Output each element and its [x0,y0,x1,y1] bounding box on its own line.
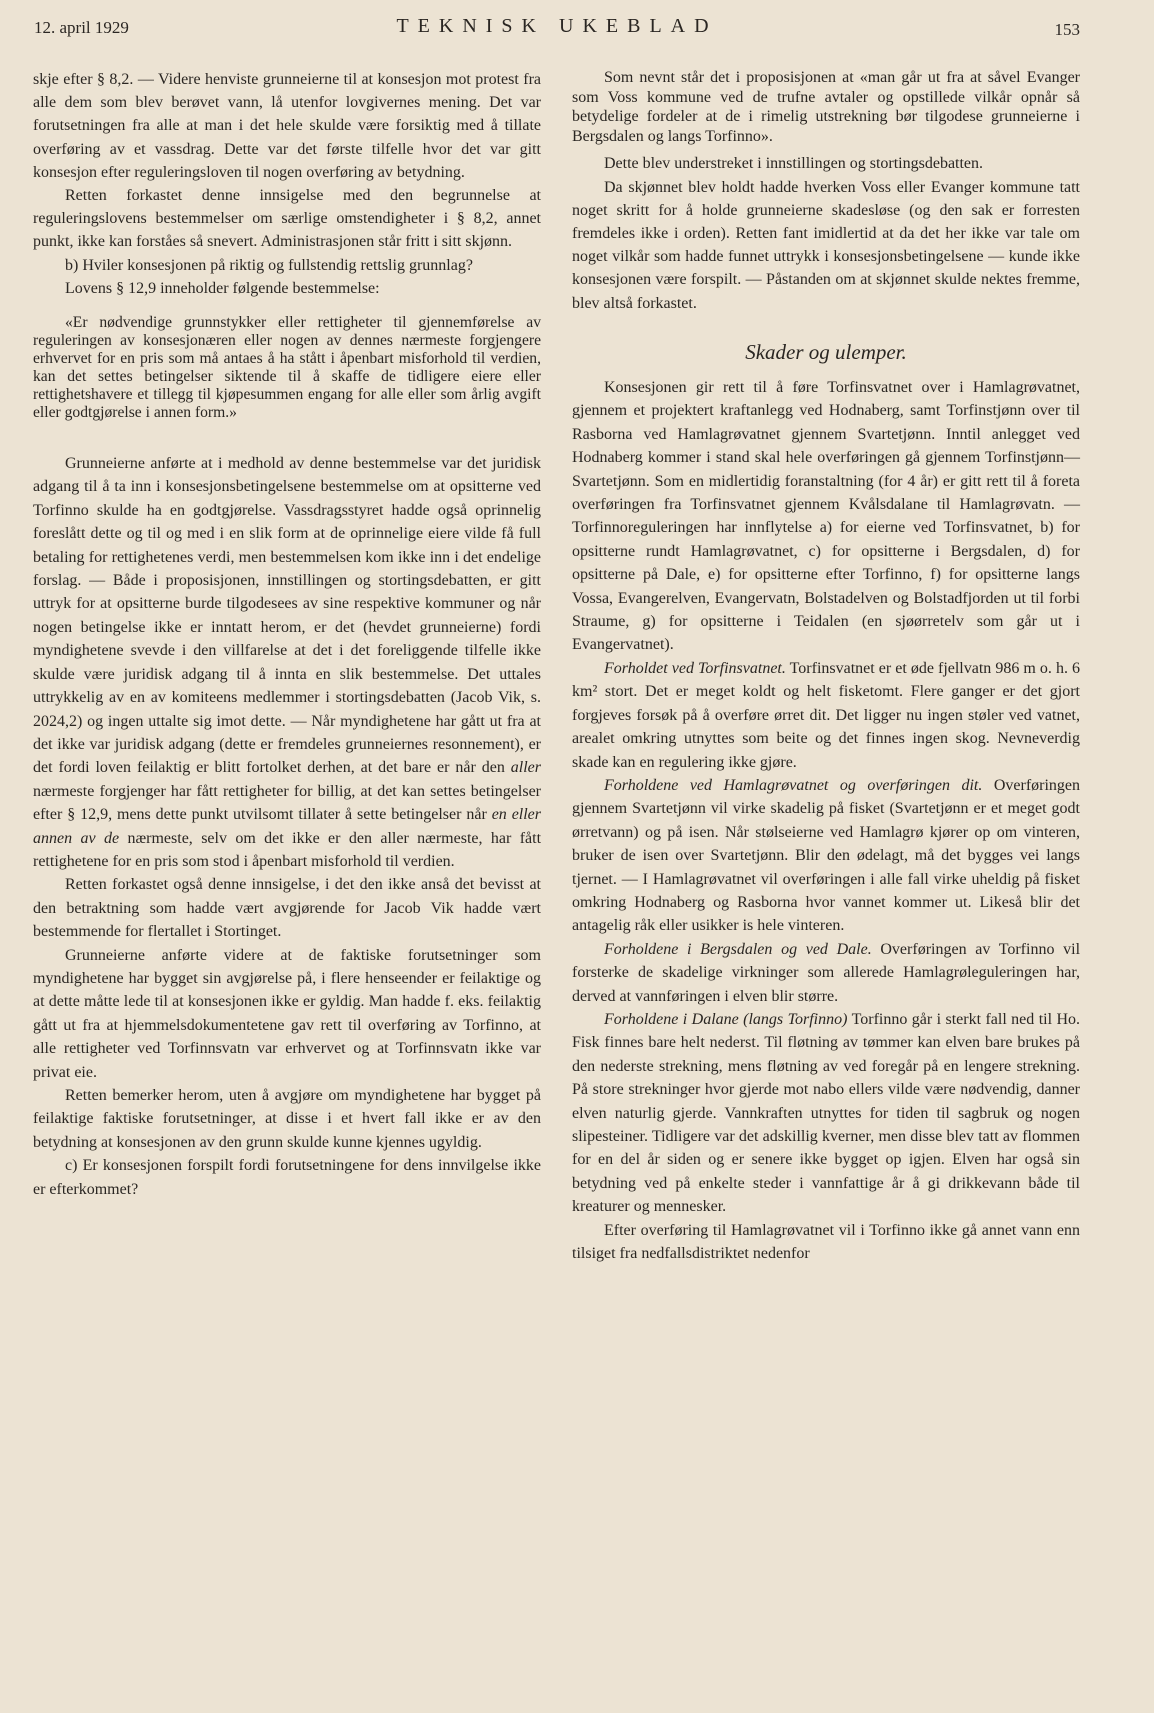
paragraph [33,452,541,873]
paragraph: Da skjønnet blev holdt hadde hverken Voss eller Evanger kommune tatt noget skritt for å holde grunneierne skadesløse (og den sak er forresten fremdeles ikke i orden). Retten fant imidlertid at da det her ikke var tale om noget vilkår som hadde funnet uttrykk i konsesjonsbetingelsene — kunde ikke konsesjonen være forspilt. — Påstanden om at skjønnet skulde nektes fremme, blev altså forkastet. [572,178,1080,312]
paragraph: Dette blev understreket i innstillingen og stortingsdebatten. [604,155,984,173]
page-header [34,15,1080,48]
subsection-label: Forholdene i Bergsdalen og ved Dale. [604,940,872,958]
paragraph: b) Hviler konsesjonen på riktig og fullstendig rettslig grunnlag? [65,256,473,274]
right-column [572,68,1080,1265]
paragraph: Efter overføring til Hamlagrøvatnet vil i Torfinno ikke gå annet vann enn tilsiget fra nedfallsdistriktet nedenfor [572,1221,1080,1263]
paragraph-text: Grunneierne anførte at i medhold av denne bestemmelse var det juridisk adgang til å ta inn i konsesjonsbetingelsene bestemmelse om at opsitterne ved Torfinno skulde ha en godtgjørelse. Vassdragsstyret hadde også oprinnelig foreslått dette og til og med i en slik form at de oprinnelige eiere vilde få full betaling for rettighetenes verdi, men bestemmelsen kom ikke inn i det endelige forslag. — Både i proposisjonen, innstillingen og stortingsdebatten, er gitt uttryk for at opsitterne burde tilgodesees av sine respektive kommuner og når nogen betingelse ikke er inntatt herom, er det (hevdet grunneierne) fordi myndighetene svevde i den villfarelse at det i det foreliggende tilfelle ikke skulde være juridisk adgang til å innta en slik bestemmelse. Det uttales uttrykkelig av en av komiteens medlemmer i stortingsdebatten (Jacob Vik, s. 2024,2) og ingen uttalte sig imot dette. — Når myndighetene har gått ut fra at det ikke var juridisk adgang (dette er fremdeles grunneiernes resonnement), er det fordi loven feilaktig er blitt fortolket derhen, at det bare er når den [33,455,541,777]
page-number: 153 [1054,20,1080,39]
section-heading: Skader og ulemper. [745,339,907,364]
paragraph [572,657,1080,774]
subsection-label: Forholdene ved Hamlagrøvatnet og overføringen dit. [604,776,983,794]
paragraph-text: nærmeste forgjenger har fått rettigheter for billig, at det kan settes betingelser efter § 12,9, mens dette punkt utvilsomt tillater å sette betingelser når [33,782,541,824]
header-date: 12. april 1929 [34,18,129,37]
paragraph-text: Overføringen av Torfinno vil forsterke de skadelige virkninger som allerede Hamlagrøleguleringen har, derved at vannføringen i elven blir større. [572,940,1081,1005]
paragraph: c) Er konsesjonen forspilt fordi forutsetningene for dens innvilgelse ikke er efterkommet? [33,1157,541,1198]
paragraph-text: Torfinsvatnet er et øde fjellvatn 986 m o. h. 6 km² stort. Det er meget koldt og helt fisketomt. Flere ganger er det gjort forgjeves forsøk på å overføre ørret dit. Det ligger nu ingen støler ved vatnet, arealet omkring utnyttes som beite og det finnes ingen skog. Nevneverdig skade kan en regulering ikke gjøre. [572,659,1080,771]
subsection-label: Forholdene i Dalane (langs Torfinno) [604,1010,848,1028]
law-quote: «Er nødvendige grunnstykker eller rettigheter til gjennemførelse av reguleringen av konsesjonæren eller nogen av dennes nærmeste forgjengere erhvervet for en pris som må antaes å ha stått i åpenbart misforhold til verdien, kan det settes betingelser siktende til å skaffe de tidligere eiere eller rettighetshavere et tillegg til kjøpesummen engang for alle eller som årlig avgift eller godtgjørelse i annen form.» [33,314,541,422]
emphasis: aller [510,759,541,777]
paragraph: Grunneierne anførte videre at de faktiske forutsetninger som myndighetene har bygget sin avgjørelse på, i flere henseender er feilaktige og at dette måtte lede til at konsesjonen ikke er gyldig. Man hadde f. eks. feilaktig gått ut fra at hjemmelsdokumentetene gav rett til overføring av Torfinno, at alle rettigheter ved Torfinnsvatn var erhvervet og at Torfinnsvatn ikke var privat eie. [33,946,541,1081]
paragraph: Lovens § 12,9 inneholder følgende bestemmelse: [65,279,380,297]
paragraph: Som nevnt står det i proposisjonen at «man går ut fra at såvel Evanger som Voss kommune ved de trufne avtaler og opstillede vilkår opnår så betydelige fordeler at de i rimelig utstrekning bør tilgodese grunneierne i Bergsdalen og langs Torfinno». [572,69,1080,145]
left-column [33,68,541,1201]
paragraph: Retten bemerker herom, uten å avgjøre om myndighetene har bygget på feilaktige faktiske forutsetninger, at disse i et hvert fall ikke er av den betydning at konsesjonen av den grunn skulde kunne kjennes ugyldig. [33,1087,541,1151]
paragraph [572,1008,1080,1219]
journal-title: TEKNISK UKEBLAD [396,15,718,37]
paragraph [572,774,1080,938]
paragraph-text: nærmeste, selv om det ikke er den aller nærmeste, har fått rettighetene for en pris som stod i åpenbart misforhold til verdien. [33,829,542,870]
emphasis: en eller annen av de [33,806,542,847]
paragraph: Retten forkastet denne innsigelse med den begrunnelse at reguleringslovens bestemmelser om særlige omstendigheter i § 8,2, annet punkt, ikke kan forståes så snevert. Administrasjonen står fritt i sitt skjønn. [33,187,541,251]
paragraph: Konsesjonen gir rett til å føre Torfinsvatnet over i Hamlagrøvatnet, gjennem et projektert kraftanlegg ved Hodnaberg, samt Torfinstjønn over til Rasborna ved Hamlagrøvatnet gjennem Svartetjønn. Inntil anlegget ved Hodnaberg kommer i stand skal hele overføringen gå gjennem Torfinstjønn—Svartetjønn. Som en midlertidig foranstaltning (for 4 år) er gitt rett til å foreta overføringen fra Torfinsvatnet gjennem Kvålsdalane til Hamlagrøvatn. — Torfinnoreguleringen har innflytelse a) for eierne ved Torfinsvatnet, b) for opsitterne rundt Hamlagrøvatnet, c) for opsitterne i Bergsdalen, d) for opsitterne på Dale, e) for opsitterne efter Torfinno, f) for opsitterne langs Vossa, Evangerelven, Evangervatn, Bolstadelven og Bolstadfjorden ut til forbi Straume, g) for opsitterne i Teidalen (en sjøørretelv som går ut i Evangervatnet). [572,379,1080,654]
paragraph-text: Overføringen gjennem Svartetjønn vil virke skadelig på fisket (Svartetjønn er et meget godt ørretvann) og på isen. Når stølseierne ved Hamlagrø kjører op om vinteren, bruker de isen over Svartetjønn. Blir den ødelagt, må det bygges vei langs tjernet. — I Hamlagrøvatnet vil overføringen i alle fall virke uheldig på fisket omkring Hodnaberg og Rasborna hvor vannet kommer ut. Likeså blir det antagelig råk eller usikker is hele vinteren. [572,776,1081,935]
subsection-label: Forholdet ved Torfinsvatnet. [604,659,786,677]
paragraph: skje efter § 8,2. — Videre henviste grunneierne til at konsesjon mot protest fra alle dem som blev berøvet vann, lå utenfor lovgivernes mening. Det var forutsetningen fra alle at man i det hele skulde være forsiktig med å tillate overføring av et vassdrag. Dette var det første tilfelle hvor det var gitt konsesjon efter reguleringsloven til nogen overføring av betydning. [33,71,541,181]
paragraph-text: Torfinno går i sterkt fall ned til Ho. Fisk finnes bare helt nederst. Til fløtning av tømmer kan elven bare brukes på den nederste strekning, mens fløtning av ved foregår på en lengere strekning. På store strekninger hvor gjerde mot nabo ellers vilde være nødvendig, danner elven naturlig gjerde. Vannkraften utnyttes for tiden til sagbruk og nogen slipesteiner. Tidligere var det adskillig kverner, men disse blev tatt av flommen for en del år siden og er senere ikke bygget op igjen. Elven har også sin betydning ved på enkelte steder i vannfattige år å gi drikkevann både til kreaturer og mennesker. [572,1010,1081,1216]
paragraph [572,938,1080,1008]
paragraph: Retten forkastet også denne innsigelse, i det den ikke anså det bevisst at den betraktning som hadde vært avgjørende for Jacob Vik hadde vært bestemmende for flertallet i Stortinget. [33,876,541,941]
